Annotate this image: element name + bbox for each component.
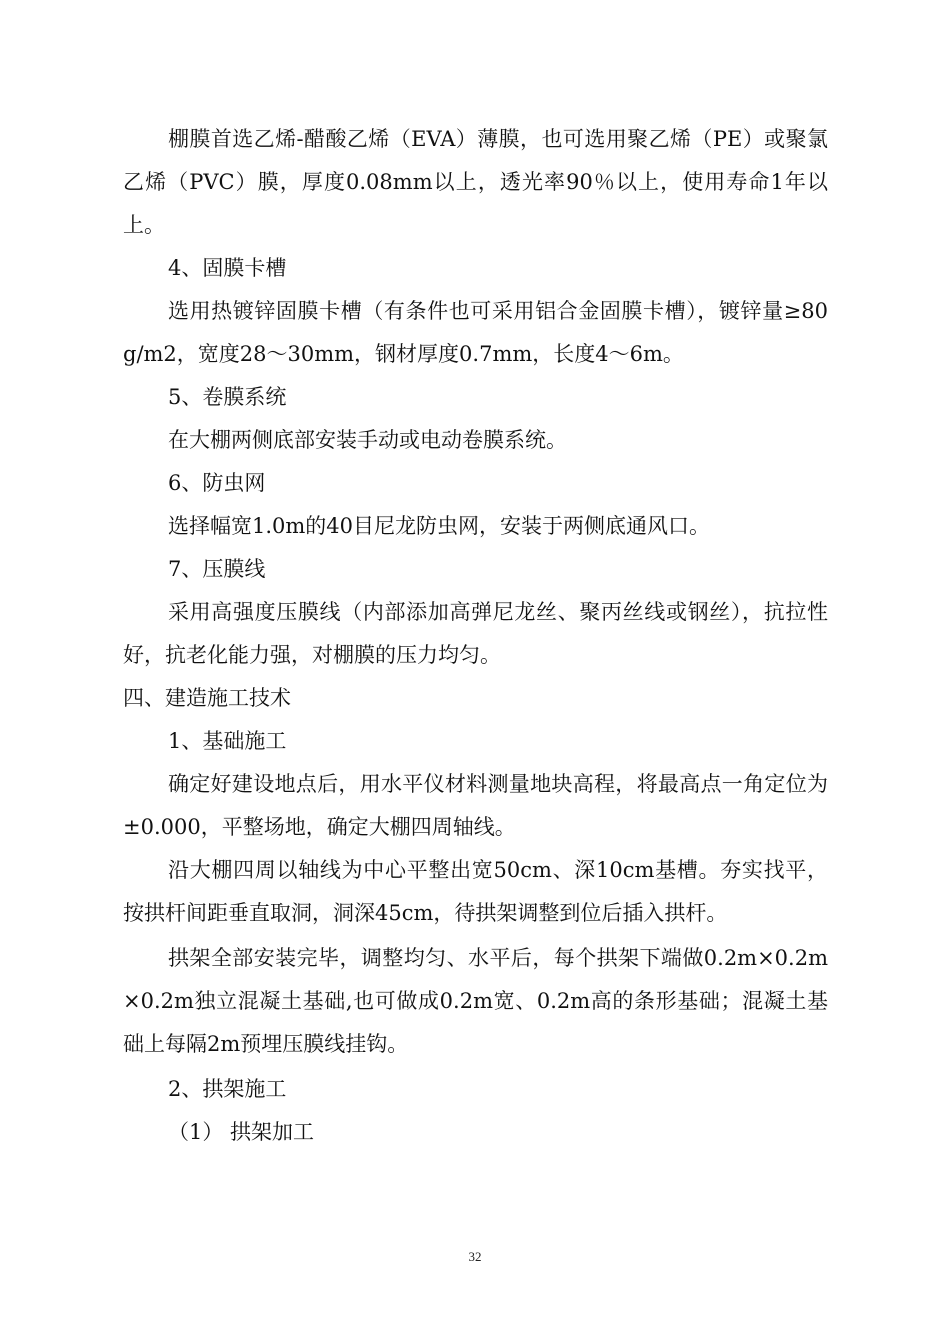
heading-arch-construction: 2、拱架施工 xyxy=(168,1077,287,1101)
heading-foundation: 1、基础施工 xyxy=(168,729,287,753)
paragraph-insect-net: 选择幅宽1.0m的40目尼龙防虫网，安装于两侧底通风口。 xyxy=(168,514,711,538)
heading-film-roll-system: 5、卷膜系统 xyxy=(168,385,287,409)
heading-arch-processing: （1） 拱架加工 xyxy=(168,1120,315,1144)
paragraph-film-press-line: 采用高强度压膜线（内部添加高弹尼龙丝、聚丙丝线或钢丝），抗拉性好，抗老化能力强，对棚膜的压力均匀。 xyxy=(123,600,828,667)
paragraph-foundation-concrete: 拱架全部安装完毕，调整均匀、水平后，每个拱架下端做0.2m×0.2m×0.2m独立混凝土基础,也可做成0.2m宽、0.2m高的条形基础；混凝土基础上每隔2m预埋压膜线挂钩。 xyxy=(123,946,828,1056)
paragraph-foundation-survey: 确定好建设地点后，用水平仪材料测量地块高程，将最高点一角定位为±0.000，平整场地，确定大棚四周轴线。 xyxy=(123,772,828,839)
paragraph-film-material: 棚膜首选乙烯-醋酸乙烯（EVA）薄膜，也可选用聚乙烯（PE）或聚氯乙烯（PVC）膜，厚度0.08mm以上，透光率90％以上，使用寿命1年以上。 xyxy=(123,127,828,237)
paragraph-clip-groove-spec: 选用热镀锌固膜卡槽（有条件也可采用铝合金固膜卡槽），镀锌量≥80g/m2，宽度28～30mm，钢材厚度0.7mm，长度4～6m。 xyxy=(123,299,828,366)
heading-film-press-line: 7、压膜线 xyxy=(168,557,266,581)
heading-film-clip-groove: 4、固膜卡槽 xyxy=(168,256,287,280)
page-number: 32 xyxy=(468,1249,482,1264)
heading-insect-net: 6、防虫网 xyxy=(168,471,266,495)
document-body xyxy=(123,118,828,1154)
paragraph-foundation-trench: 沿大棚四周以轴线为中心平整出宽50cm、深10cm基槽。夯实找平，按拱杆间距垂直取洞，洞深45cm，待拱架调整到位后插入拱杆。 xyxy=(123,858,828,925)
paragraph-roll-system: 在大棚两侧底部安装手动或电动卷膜系统。 xyxy=(168,428,567,452)
section-heading-construction: 四、建造施工技术 xyxy=(123,686,291,710)
